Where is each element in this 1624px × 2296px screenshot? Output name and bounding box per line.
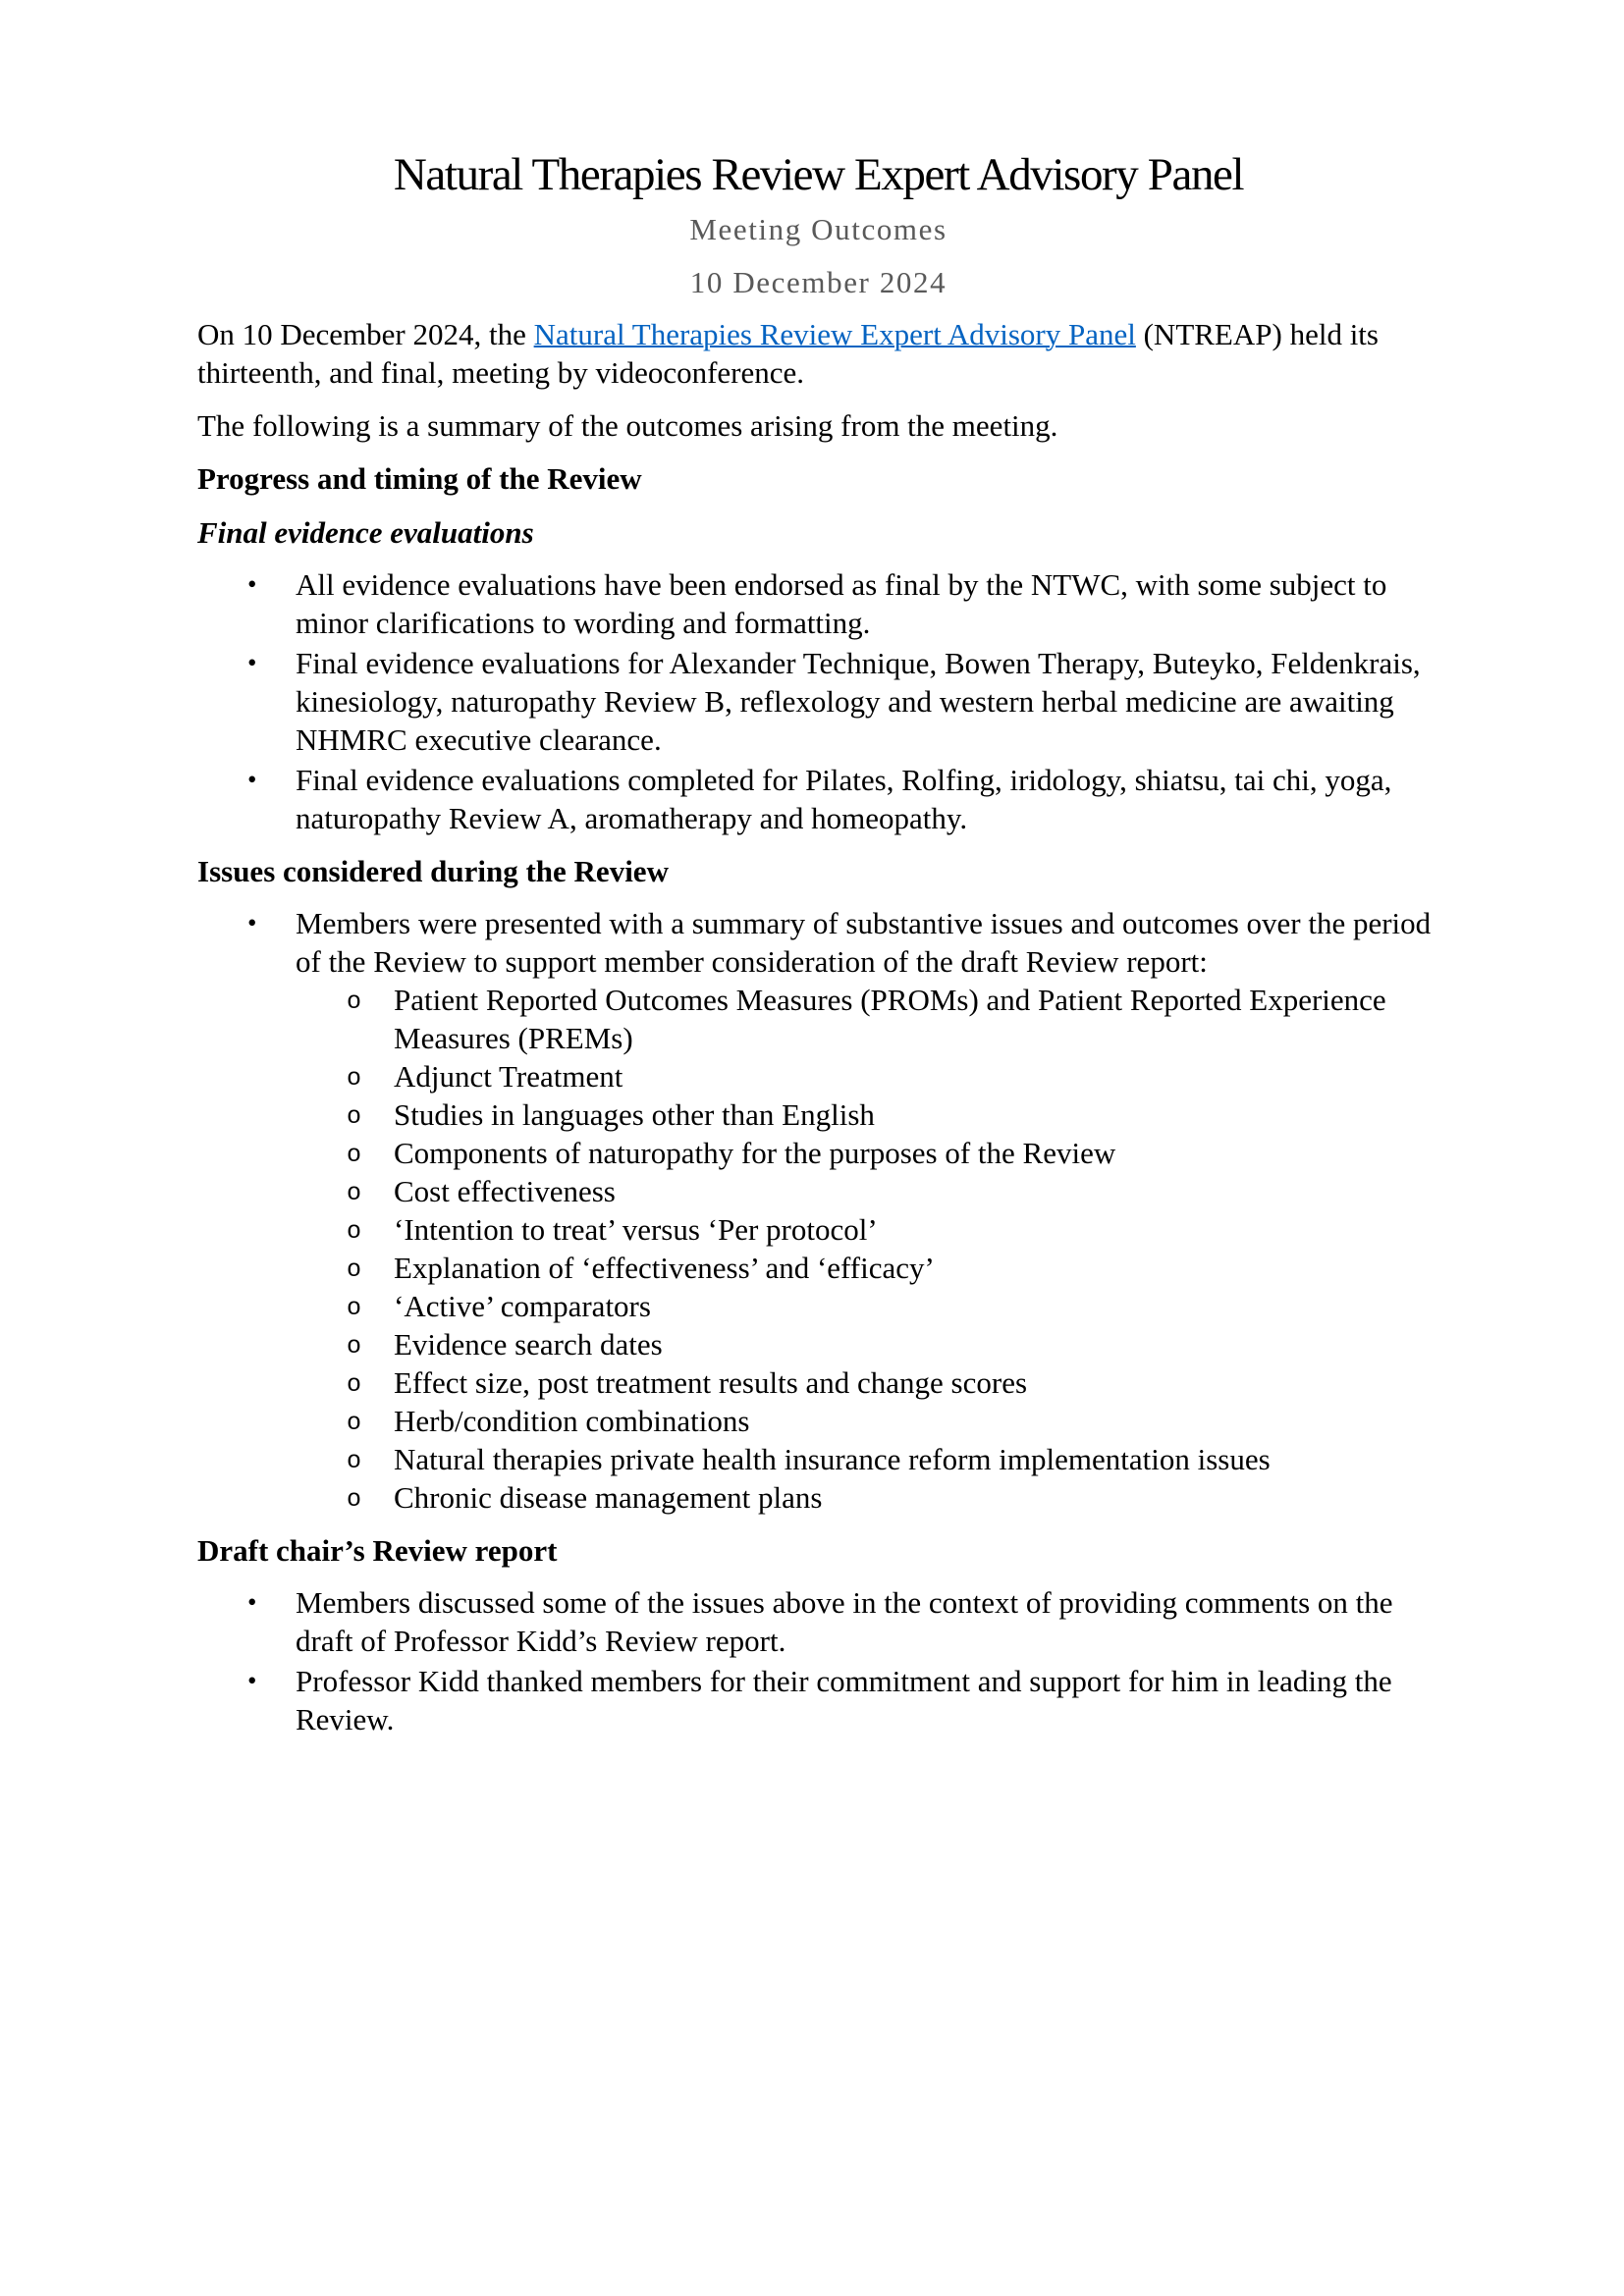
document-subtitle: Meeting Outcomes	[689, 212, 947, 246]
sub-list-item: o Herb/condition combinations	[296, 1402, 1439, 1440]
document-title: Natural Therapies Review Expert Advisory Panel	[393, 149, 1244, 200]
issues-bullet-text: Members were presented with a summary of substantive issues and outcomes over the period of the Review to support member consideration of the draft Review report:	[296, 906, 1432, 979]
intro-text-after-link: (NTREAP) held its thirteenth, and final, meeting by videoconference.	[197, 317, 1379, 390]
issues-sub-list	[296, 981, 1439, 1517]
sub-list-item: o Studies in languages other than English	[296, 1095, 1439, 1134]
ntreap-link[interactable]: Natural Therapies Review Expert Advisory Panel	[533, 317, 1136, 351]
sub-list-item: o Cost effectiveness	[296, 1172, 1439, 1210]
sub-list-item: o Evidence search dates	[296, 1325, 1439, 1363]
list-item: • Final evidence evaluations completed for Pilates, Rolfing, iridology, shiatsu, tai chi, yoga, naturopathy Review A, aromatherapy and homeopathy.	[197, 761, 1439, 837]
summary-paragraph: The following is a summary of the outcomes arising from the meeting.	[197, 408, 1058, 443]
intro-text-before-link: On 10 December 2024, the	[197, 317, 534, 351]
list-item: • Final evidence evaluations for Alexander Technique, Bowen Therapy, Buteyko, Feldenkrais, kinesiology, naturopathy Review B, reflexology and western herbal medicine are awaiting NHMRC executive clearance.	[197, 644, 1439, 759]
sub-list-item: o ‘Intention to treat’ versus ‘Per protocol’	[296, 1210, 1439, 1249]
sub-list-item: o ‘Active’ comparators	[296, 1287, 1439, 1325]
subheading-final-evidence: Final evidence evaluations	[197, 515, 534, 550]
list-item	[197, 904, 1439, 1517]
meeting-date: 10 December 2024	[689, 265, 947, 299]
draft-report-list	[197, 1583, 1439, 1738]
section-heading-draft-report: Draft chair’s Review report	[197, 1533, 558, 1568]
sub-list-item: o Components of naturopathy for the purposes of the Review	[296, 1134, 1439, 1172]
list-item: • All evidence evaluations have been endorsed as final by the NTWC, with some subject to minor clarifications to wording and formatting.	[197, 565, 1439, 642]
issues-list	[197, 904, 1439, 1517]
final-evidence-list	[197, 565, 1439, 837]
sub-list-item: o Natural therapies private health insurance reform implementation issues	[296, 1440, 1439, 1478]
sub-list-item: o Explanation of ‘effectiveness’ and ‘efficacy’	[296, 1249, 1439, 1287]
intro-paragraph	[197, 315, 1439, 392]
sub-list-item: o Patient Reported Outcomes Measures (PROMs) and Patient Reported Experience Measures (PREMs)	[296, 981, 1439, 1057]
list-item: • Members discussed some of the issues above in the context of providing comments on the draft of Professor Kidd’s Review report.	[197, 1583, 1439, 1660]
section-heading-issues: Issues considered during the Review	[197, 854, 669, 888]
section-heading-progress: Progress and timing of the Review	[197, 461, 642, 496]
sub-list-item: o Chronic disease management plans	[296, 1478, 1439, 1517]
list-item: • Professor Kidd thanked members for their commitment and support for him in leading the Review.	[197, 1662, 1439, 1738]
document-page	[197, 147, 1439, 1740]
sub-list-item: o Effect size, post treatment results and change scores	[296, 1363, 1439, 1402]
sub-list-item: o Adjunct Treatment	[296, 1057, 1439, 1095]
